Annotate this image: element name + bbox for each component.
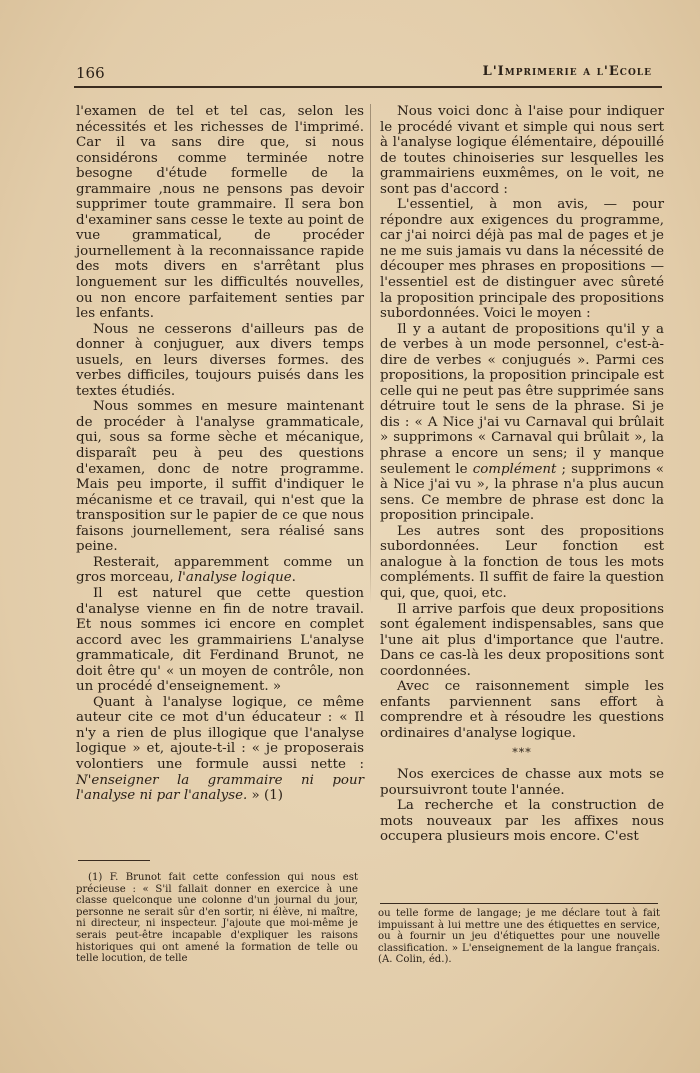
paragraph: La recherche et la construction de mots nouveaux par les affixes nous occupera plusieurs mois encore. C'est [380,798,664,845]
paragraph: Nous voici donc à l'aise pour indiquer le procédé vivant et simple qui nous sert à l'analyse logique élémentaire, dépouillé de toutes chinoiseries sur lesquelles les grammairiens euxmêmes, on le voit, ne sont pas d'accord : [380,104,664,197]
paragraph: Il arrive parfois que deux propositions sont également indispensables, sans que l'une ait plus d'importance que l'autre. Dans ce cas-là les deux propositions sont coordonnées. [380,601,664,679]
header-rule [74,86,662,88]
paragraph [380,322,664,524]
column-divider [370,104,371,604]
paragraph [76,695,364,804]
left-column [76,104,364,804]
paragraph-text: Quant à l'analyse logique, ce même auteur cite ce mot d'un éducateur : « Il n'y a rien de plus illogique que l'analyse logique » et, ajoute-t-il : « je proposerais volontiers une formule aussi nette : [76,694,364,772]
footnote-left [76,872,358,965]
page-header [70,62,662,84]
footnote-text: (1) F. Brunot fait cette confession qui nous est précieuse : « S'il fallait donner en exercice à une classe quelconque une colonne d'un journal du jour, personne ne serait sûr d'en sortir, ni élève, ni maître, ni directeur, ni inspecteur. J'ajoute que moi-même je serais peut-être incapable d'expliquer les raisons historiques qui ont amené la formation de telle ou telle locution, de telle [76,872,358,965]
paragraph [76,555,364,586]
paragraph: Avec ce raisonnement simple les enfants parviennent sans effort à comprendre et à résoudre les questions ordinaires d'analyse logique. [380,679,664,741]
paragraph: L'essentiel, à mon avis, — pour répondre aux exigences du programme, car j'ai noirci déjà pas mal de pages et je ne me suis jamais vu dans la nécessité de découper mes phrases en propositions — l'essentiel est de distinguer avec sûreté la proposition principale des propositions subordonnées. Voici le moyen : [380,197,664,322]
running-head: L'Imprimerie a l'Ecole [482,64,652,79]
paragraph: Il est naturel que cette question d'analyse vienne en fin de notre travail. Et nous sommes ici encore en complet accord avec les grammairiens L'analyse grammaticale, dit Ferdinand Brunot, ne doit être qu' « un moyen de contrôle, non un procédé d'enseignement. » [76,585,364,695]
footnote-right [378,908,660,966]
italic-quote: N'enseigner la grammaire ni pour l'analyse ni par l'analyse. [76,772,364,804]
footnote-rule [380,903,658,904]
italic-text: l'analyse logique [177,570,292,586]
page-number: 166 [76,64,105,82]
paragraph: Nous ne cesserons d'ailleurs pas de donner à conjuguer, aux divers temps usuels, en leurs diverses formes. des verbes difficiles, toujours puisés dans les textes étudiés. [76,321,364,399]
paragraph: l'examen de tel et tel cas, selon les nécessités et les richesses de l'imprimé. Car il va sans dire que, si nous considérons comme terminée notre besogne d'étude formelle de la grammaire ,nous ne pensons pas devoir supprimer toute grammaire. Il sera bon d'examiner sans cesse le texte au point de vue grammatical, de procéder journellement à la reconnaissance rapide des mots divers en s'arrêtant plus longuement sur les difficultés nouvelles, ou non encore parfaitement senties par les enfants. [76,104,364,322]
section-separator: *** [512,746,532,760]
italic-text: complément [472,461,557,477]
paragraph: Nous sommes en mesure maintenant de procéder à l'analyse grammaticale, qui, sous sa forme sèche et mécanique, disparaît peu à peu des questions d'examen, donc de notre programme. Mais peu importe, il suffit d'indiquer le mécanisme et ce travail, qui n'est que la transposition sur le papier de ce que nous faisons journellement, sera réalisé sans peine. [76,399,364,555]
footnote-rule [78,860,150,861]
paragraph-text: Il y a autant de propositions qu'il y a de verbes à un mode personnel, c'est-à-dire de verbes « conjugués ». Parmi ces propositions, la proposition principale est celle qui ne peut pas être supprimée sans détruire tout le sens de la phrase. Si je dis : « A Nice j'ai vu Carnaval qui brûlait » supprimons « Carnaval qui brûlait », la phrase a encore un sens; il y manque seulement le [380,321,664,477]
paragraph-text: ; supprimons « à Nice j'ai vu », la phrase n'a plus aucun sens. Ce membre de phrase est donc la proposition principale. [380,461,664,524]
footnote-text: ou telle forme de langage; je me déclare tout à fait impuissant à lui mettre une des étiquettes en service, ou à fournir un jeu d'étiquettes pour une nouvelle classification. » L'enseignement de la langue français. (A. Colin, éd.). [378,908,660,966]
paragraph-text: Resterait, apparemment comme un gros morceau, [76,554,364,586]
paragraph: Les autres sont des propositions subordonnées. Leur fonction est analogue à la fonction de tous les mots compléments. Il suffit de faire la question qui, que, quoi, etc. [380,523,664,601]
paragraph: Nos exercices de chasse aux mots se poursuivront toute l'année. [380,766,664,798]
paragraph-text: . [291,570,296,586]
footnote-ref: » (1) [247,788,283,804]
right-column [380,104,664,845]
